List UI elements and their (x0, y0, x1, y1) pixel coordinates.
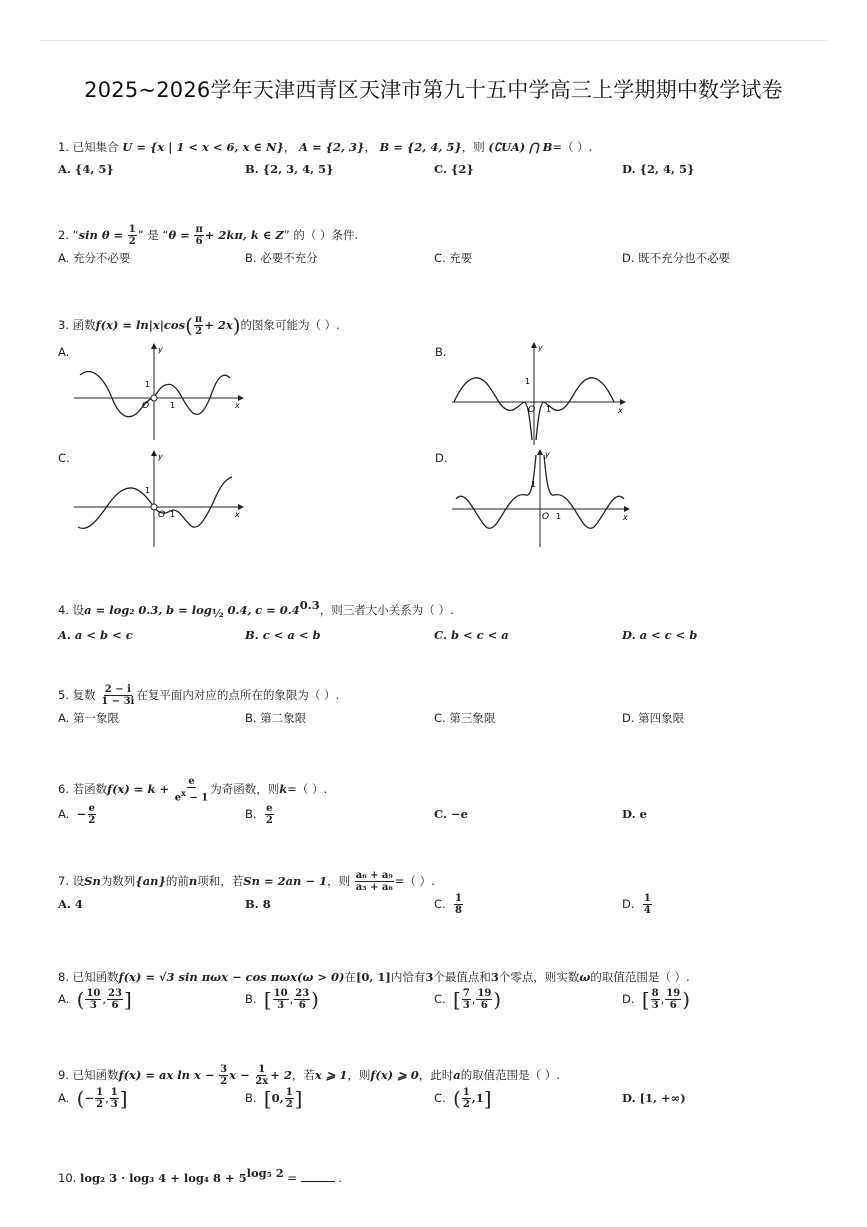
x-label: x (618, 406, 623, 415)
origin-label: O (158, 510, 166, 520)
options-row (58, 1087, 838, 1117)
question-stem: 7. 设Sn为数列{an}的前n项和，若Sn = 2an − 1，则 $\frac{\text{a₆ + a₉}}{\text{a₃ + a₆}}$ =（ ）. (58, 870, 435, 893)
option-a[interactable]: A. ( $\frac{10}{3}$ , $\frac{23}{6}$ ] (58, 987, 132, 1012)
x-axis-arrow (620, 399, 626, 405)
question-1 (58, 136, 838, 182)
question-2 (58, 224, 838, 271)
option-c[interactable]: C. $\frac{1}{8}$ (434, 893, 462, 916)
question-stem: 1. 已知集合 U = {x | 1 < x < 6, x ∈ N}， A = {2, 3}， B = {2, 4, 5}，则 (∁UA) ⋂ B=（ ）. (58, 140, 593, 154)
question-stem: 9. 已知函数f(x) = ax ln x − $\frac{3}{2}$ x − $\frac{1}{2x}$ + 2，若x ⩾ 1，则f(x) ⩾ 0，此时a的取值范围是（ ）. (58, 1064, 560, 1087)
option-a[interactable]: A. a < b < c (58, 628, 133, 643)
option-c[interactable]: C. −e (434, 807, 468, 822)
option-a[interactable]: A. (− $\frac{1}{2}$ , $\frac{1}{3}$ ] (58, 1086, 128, 1111)
y-tick-1: 1 (145, 486, 151, 495)
option-c[interactable]: C. 第三象限 (434, 711, 496, 725)
question-6 (58, 776, 838, 831)
curve (78, 477, 232, 528)
open-point (151, 504, 157, 510)
option-d[interactable]: D. [1, +∞) (622, 1091, 686, 1105)
option-b[interactable]: B. 8 (245, 897, 271, 911)
option-c[interactable]: C. b < c < a (434, 628, 509, 643)
options-row (58, 803, 838, 831)
option-a[interactable]: A. 第一象限 (58, 711, 119, 725)
option-c[interactable]: C. [ $\frac{7}{3}$ , $\frac{19}{6}$ ) (434, 987, 502, 1012)
option-d[interactable]: D. a < c < b (622, 628, 698, 643)
x-tick-1: 1 (556, 512, 562, 521)
origin-label: O (142, 401, 150, 411)
y-axis-arrow (531, 342, 537, 348)
option-b[interactable]: B. {2, 3, 4, 5} (245, 162, 334, 176)
graph-label-a[interactable]: A. (58, 345, 70, 359)
x-label: x (623, 513, 628, 522)
y-tick-1: 1 (525, 377, 531, 386)
options-row (58, 988, 838, 1018)
question-4 (58, 594, 838, 648)
option-c[interactable]: C. {2} (434, 162, 474, 176)
curve (80, 372, 230, 417)
option-b[interactable]: B. [ $\frac{10}{3}$ , $\frac{23}{6}$ ) (245, 987, 319, 1012)
graph-b[interactable] (448, 340, 628, 450)
option-d[interactable]: D. {2, 4, 5} (622, 162, 695, 176)
question-10 (58, 1162, 838, 1189)
option-b[interactable]: B. $\frac{e}{2}$ (245, 803, 273, 827)
options-row (58, 893, 838, 921)
origin-label: O (542, 512, 550, 522)
answer-blank[interactable] (301, 1169, 335, 1182)
y-label: y (538, 343, 543, 352)
option-d[interactable]: D. $\frac{1}{4}$ (622, 893, 651, 916)
y-axis-arrow (151, 450, 157, 456)
option-d[interactable]: D. 既不充分也不必要 (622, 251, 731, 265)
y-label: y (158, 345, 163, 354)
question-stem: 2. “sin θ = $\frac{1}{2}$ ” 是 “θ = $\frac{\pi}{6}$ + 2kπ, k ∈ Z” 的（ ）条件. (58, 224, 359, 247)
question-stem: 3. 函数f(x) = ln|x|cos( $\frac{\pi}{2}$ + 2x)的图象可能为（ ）. (58, 313, 340, 338)
question-stem: 10. log₂ 3 · log₃ 4 + log₄ $8 + 5^{log_5 2}$ = . (58, 1166, 343, 1185)
option-d[interactable]: D. e (622, 807, 647, 822)
origin-label: O (528, 405, 536, 415)
x-label: x (235, 510, 240, 519)
graph-a[interactable] (70, 340, 245, 445)
graph-d[interactable] (448, 447, 633, 552)
graph-label-c[interactable]: C. (58, 451, 70, 465)
question-7 (58, 870, 838, 921)
question-stem: 4. 设a = log₂ 0.3, $b = \log_{\frac{1}{2}} 0.4$, $c = 0.4^{0.3}$，则三者大小关系为（ ）. (58, 598, 454, 621)
question-stem: 5. 复数 $\frac{2 - i}{1 - 3i}$ 在复平面内对应的点所在的象限为（ ）. (58, 684, 340, 707)
option-c[interactable]: C. 充要 (434, 251, 473, 265)
option-a[interactable]: A. − $\frac{e}{2}$ (58, 803, 96, 827)
options-row (58, 158, 838, 182)
x-label: x (235, 401, 240, 410)
options-row (58, 247, 838, 271)
y-tick-1: 1 (531, 480, 537, 489)
y-label: y (158, 452, 163, 461)
question-stem: 8. 已知函数f(x) = √3 sin πωx − cos πωx(ω > 0)在[0, 1]内恰有3个最值点和3个零点，则实数ω的取值范围是（ ）. (58, 970, 690, 984)
question-stem: 6. 若函数f(x) = k + $\frac{e}{e^x - 1}$ 为奇函数，则k=（ ）. (58, 776, 328, 804)
graph-label-d[interactable]: D. (435, 451, 448, 465)
question-3 (58, 314, 838, 337)
x-tick-1: 1 (546, 405, 552, 414)
option-b[interactable]: B. c < a < b (245, 628, 321, 643)
y-tick-1: 1 (145, 380, 151, 389)
page-title: 2025~2026学年天津西青区天津市第九十五中学高三上学期期中数学试卷 (84, 78, 783, 102)
options-row (58, 624, 838, 648)
option-b[interactable]: B. [0, $\frac{1}{2}$ ] (245, 1086, 303, 1111)
option-a[interactable]: A. 充分不必要 (58, 251, 131, 265)
y-axis-arrow (537, 449, 543, 455)
y-label: y (545, 450, 550, 459)
option-a[interactable]: A. 4 (58, 897, 83, 911)
y-axis-arrow (151, 343, 157, 349)
option-d[interactable]: D. 第四象限 (622, 711, 685, 725)
graph-c[interactable] (70, 447, 245, 552)
options-row (58, 707, 838, 731)
question-5 (58, 684, 838, 731)
option-d[interactable]: D. [ $\frac{8}{3}$ , $\frac{19}{6}$ ) (622, 987, 690, 1012)
graph-label-b[interactable]: B. (435, 345, 447, 359)
option-b[interactable]: B. 第二象限 (245, 711, 307, 725)
option-a[interactable]: A. {4, 5} (58, 162, 114, 176)
x-tick-1: 1 (170, 510, 176, 519)
option-c[interactable]: C. ( $\frac{1}{2}$ ,1] (434, 1086, 492, 1111)
question-8 (58, 966, 838, 1018)
open-point (151, 395, 157, 401)
question-9 (58, 1064, 838, 1117)
x-tick-1: 1 (170, 401, 176, 410)
header-divider (40, 40, 827, 41)
x-axis-arrow (624, 506, 630, 512)
option-b[interactable]: B. 必要不充分 (245, 251, 318, 265)
